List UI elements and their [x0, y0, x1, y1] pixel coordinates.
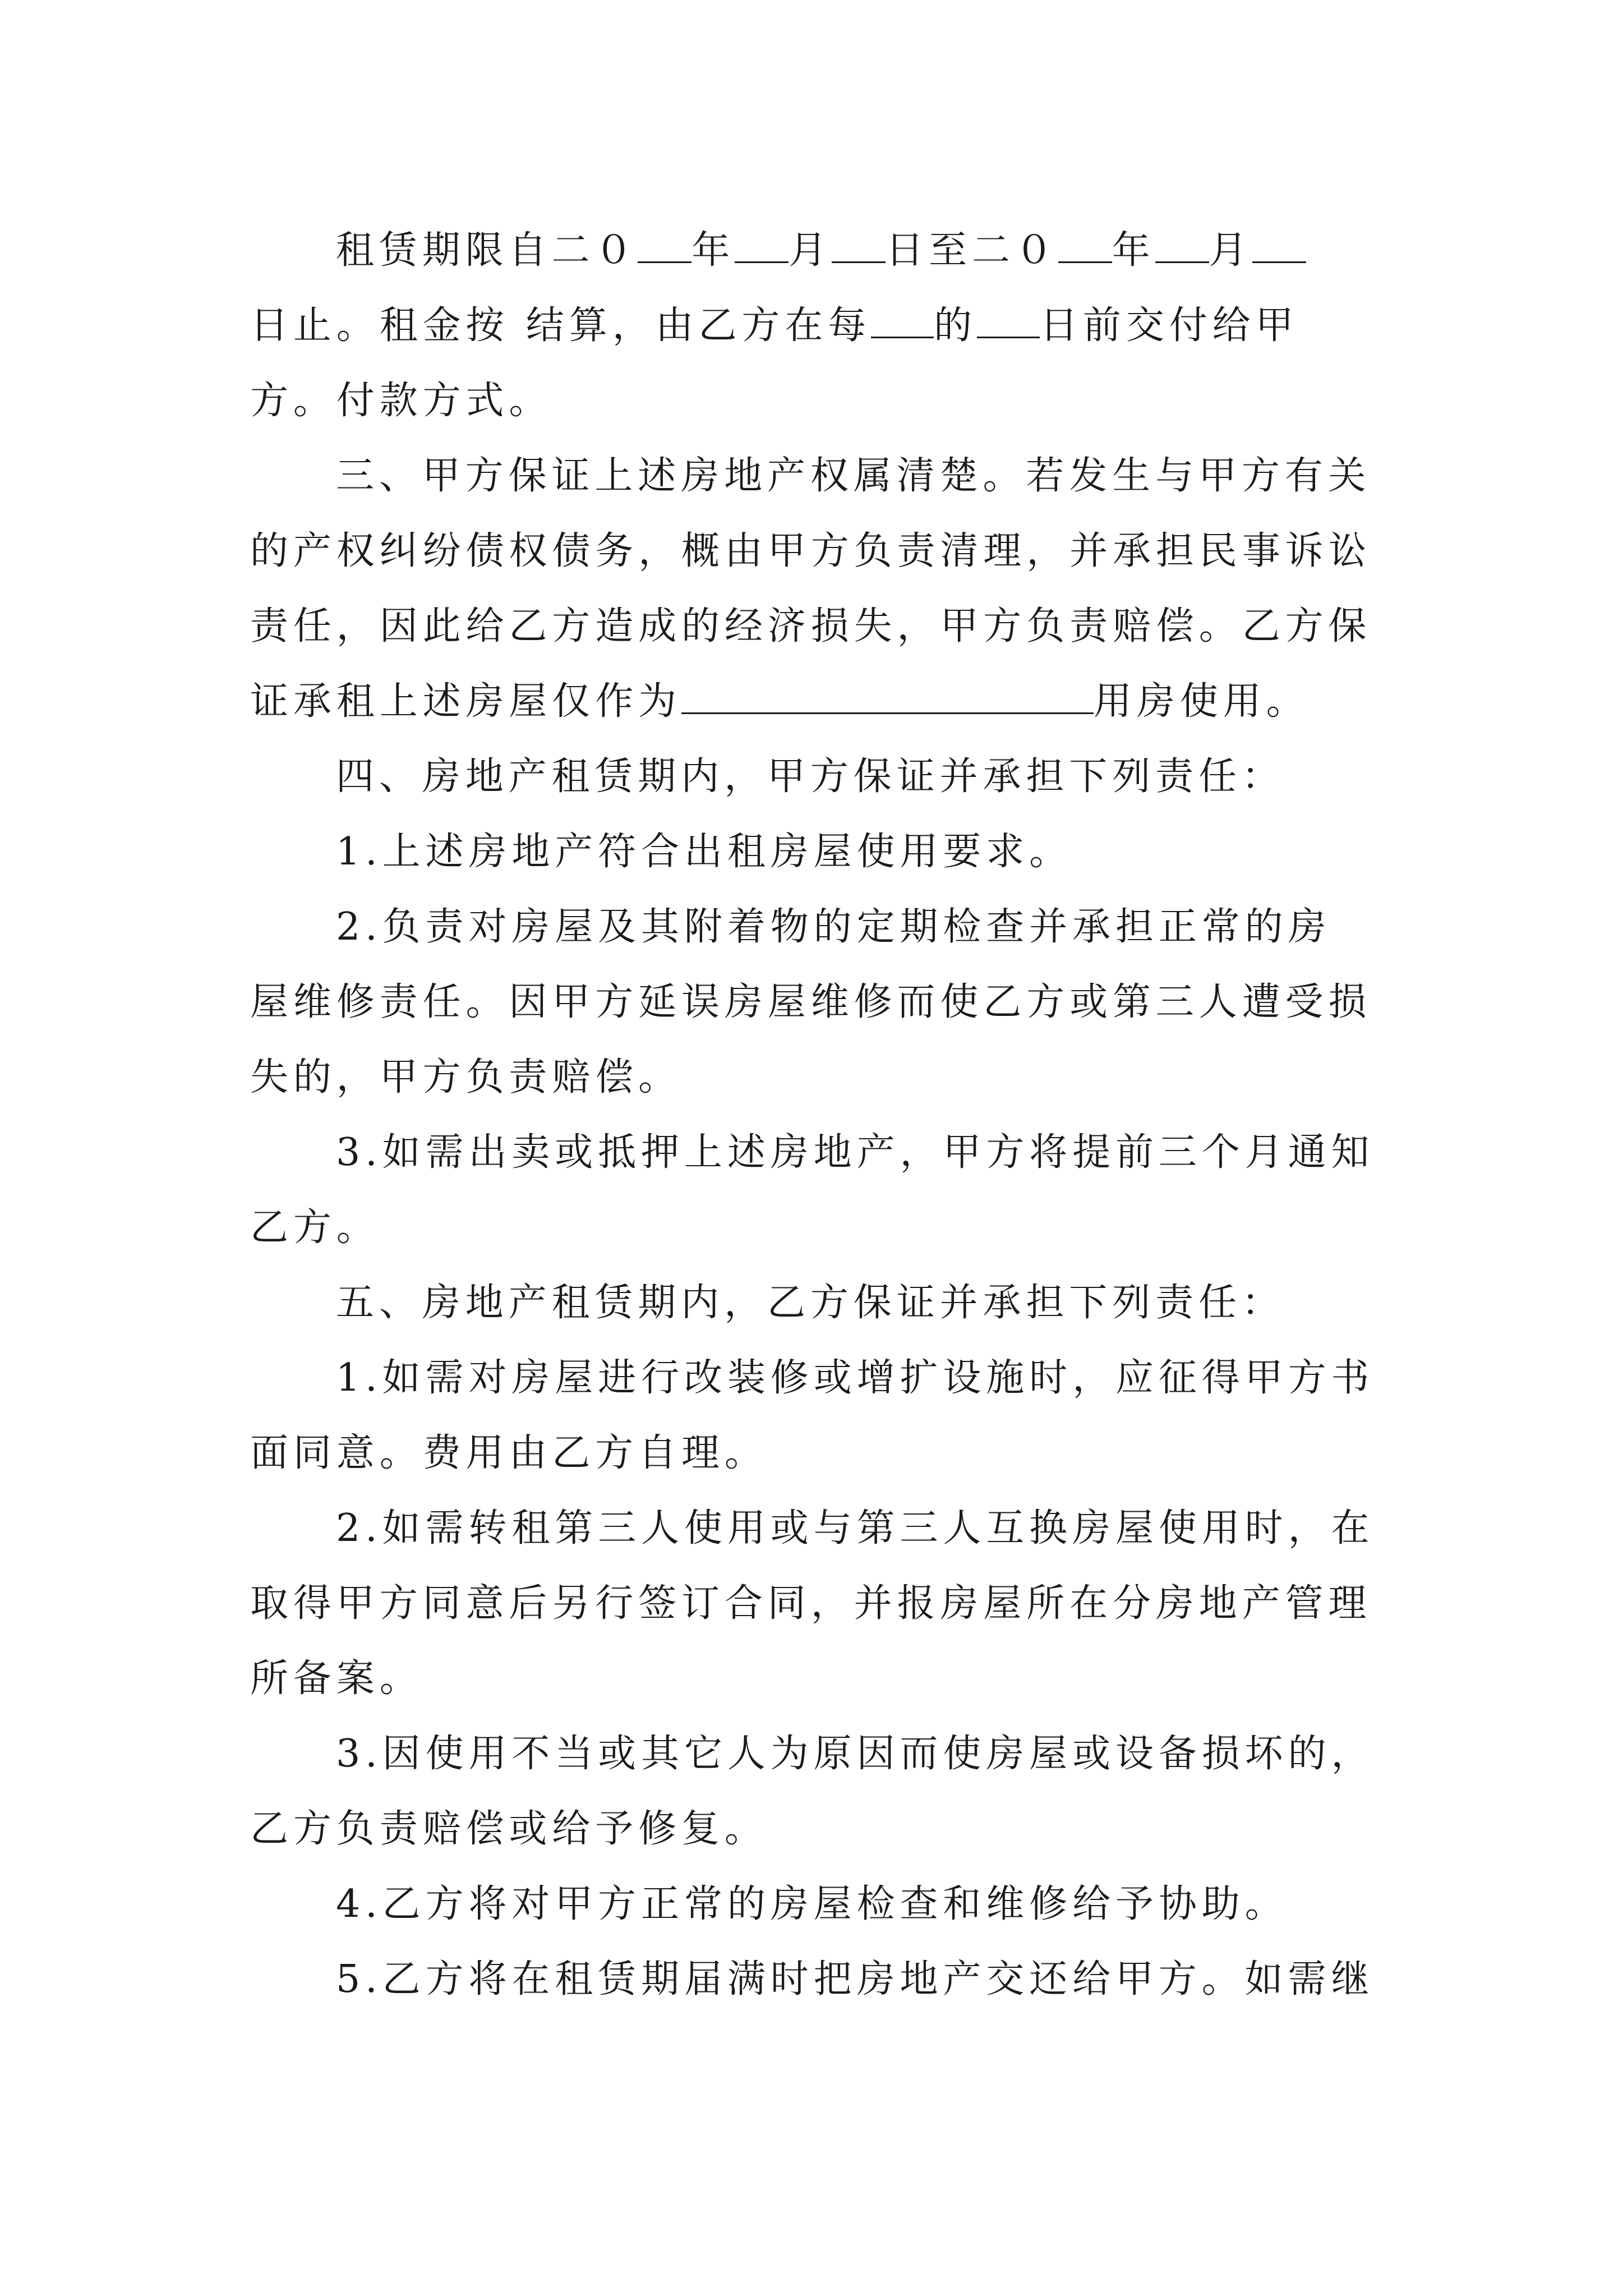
text-segment: 5.乙方将在租赁期届满时把房地产交还给甲方。如需继 — [336, 1957, 1375, 2001]
text-line — [250, 739, 1380, 815]
text-segment: 3.因使用不当或其它人为原因而使房屋或设备损坏的， — [336, 1732, 1375, 1776]
contract-body-text — [250, 213, 1380, 2017]
text-segment: 方。付款方式。 — [250, 379, 552, 423]
fill-in-blank — [977, 303, 1040, 338]
text-line — [250, 1266, 1380, 1341]
text-segment: 取得甲方同意后另行签订合同，并报房屋所在分房地产管理 — [250, 1581, 1372, 1626]
text-segment: 四、房地产租赁期内，甲方保证并承担下列责任： — [336, 754, 1285, 799]
text-line — [250, 815, 1380, 890]
text-segment: 年 — [1112, 228, 1155, 273]
text-segment: 1.如需对房屋进行改装修或增扩设施时，应征得甲方书 — [336, 1356, 1375, 1400]
text-segment: 1.上述房地产符合出租房屋使用要求。 — [336, 830, 1073, 874]
text-segment: 2.负责对房屋及其附着物的定期检查并承担正常的房 — [336, 905, 1331, 949]
text-line — [250, 288, 1380, 364]
text-segment: 责任，因此给乙方造成的经济损失，甲方负责赔偿。乙方保 — [250, 604, 1372, 648]
fill-in-blank — [1058, 228, 1112, 263]
text-line — [250, 1190, 1380, 1266]
text-segment: 2.如需转租第三人使用或与第三人互换房屋使用时，在 — [336, 1506, 1375, 1550]
text-line — [250, 1115, 1380, 1190]
text-segment: 月 — [789, 228, 832, 273]
text-line — [250, 664, 1380, 739]
fill-in-blank — [1252, 228, 1306, 263]
text-segment: 日前交付给甲 — [1040, 303, 1299, 348]
text-segment: 4.乙方将对甲方正常的房屋检查和维修给予协助。 — [336, 1882, 1288, 1926]
fill-in-blank — [735, 228, 789, 263]
text-line — [250, 589, 1380, 664]
text-segment: 三、甲方保证上述房地产权属清楚。若发生与甲方有关 — [336, 454, 1371, 498]
text-segment: 的产权纠纷债权债务，概由甲方负责清理，并承担民事诉讼 — [250, 529, 1372, 573]
text-line — [250, 965, 1380, 1040]
text-segment: 的 — [934, 303, 978, 348]
text-line — [250, 1491, 1380, 1566]
text-line — [250, 1942, 1380, 2017]
text-line — [250, 514, 1380, 589]
text-line — [250, 1040, 1380, 1115]
fill-in-blank — [871, 303, 934, 338]
text-segment: 乙方。 — [250, 1205, 380, 1250]
text-line — [250, 439, 1380, 514]
text-segment: 所备案。 — [250, 1657, 423, 1701]
text-line — [250, 1717, 1380, 1792]
text-line — [250, 1416, 1380, 1491]
fill-in-blank — [1155, 228, 1209, 263]
text-line — [250, 890, 1380, 965]
text-segment: 乙方负责赔偿或给予修复。 — [250, 1807, 768, 1851]
text-segment: 五、房地产租赁期内，乙方保证并承担下列责任： — [336, 1281, 1285, 1325]
text-segment: 失的，甲方负责赔偿。 — [250, 1055, 682, 1099]
text-line — [250, 1341, 1380, 1416]
fill-in-blank — [681, 679, 1094, 714]
text-segment: 屋维修责任。因甲方延误房屋维修而使乙方或第三人遭受损 — [250, 980, 1372, 1024]
text-segment: 月 — [1209, 228, 1252, 273]
text-segment: 租赁期限自二０ — [336, 228, 638, 273]
text-segment: 证承租上述房屋仅作为 — [250, 679, 682, 724]
text-line — [250, 1566, 1380, 1641]
text-segment: 用房使用。 — [1094, 679, 1310, 724]
text-line — [250, 1867, 1380, 1942]
text-segment: 年 — [691, 228, 735, 273]
text-line — [250, 213, 1380, 288]
text-segment: 日至二０ — [886, 228, 1058, 273]
text-line — [250, 364, 1380, 439]
text-line — [250, 1792, 1380, 1867]
text-segment: 3.如需出卖或抵押上述房地产，甲方将提前三个月通知 — [336, 1130, 1375, 1175]
fill-in-blank — [832, 228, 886, 263]
text-segment: 日止。租金按 结算，由乙方在每 — [250, 303, 872, 348]
fill-in-blank — [638, 228, 691, 263]
text-segment: 面同意。费用由乙方自理。 — [250, 1431, 768, 1475]
text-line — [250, 1641, 1380, 1717]
